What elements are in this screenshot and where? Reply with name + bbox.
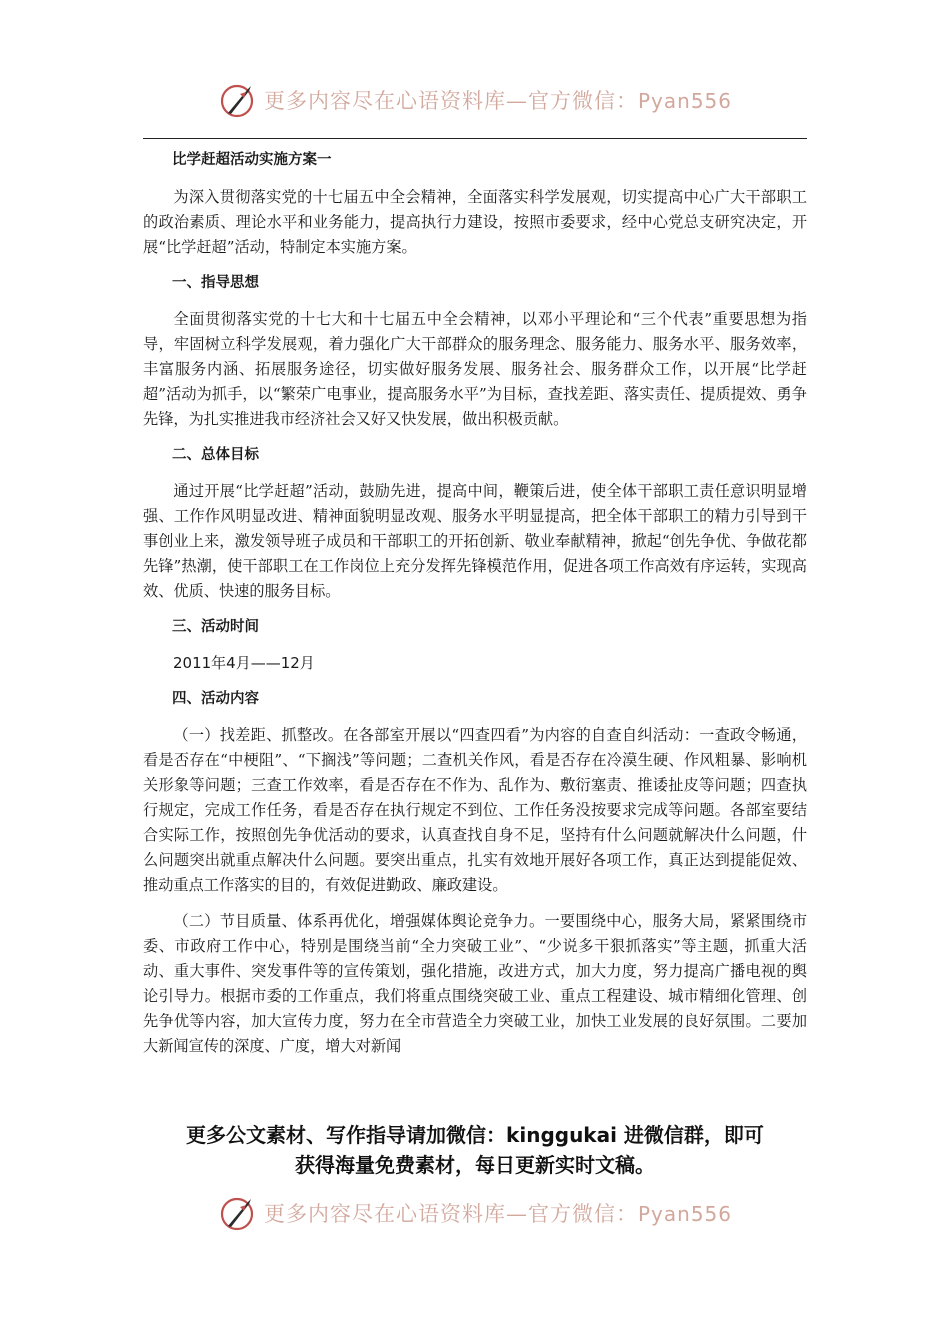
section-heading: 二、总体目标 bbox=[172, 447, 259, 463]
page-body-clip bbox=[0, 148, 950, 1110]
quill-pen-logo-icon bbox=[218, 80, 258, 120]
intro-paragraph: 为深入贯彻落实党的十七届五中全会精神，全面落实科学发展观，切实提高中心广大干部职工的政治素质、理论水平和业务能力，提高执行力建设，按照市委要求，经中心党总支研究决定，开展“比学赶超”活动，特制定本实施方案。 bbox=[143, 188, 807, 256]
footer-banner-text: 更多内容尽在心语资料库—官方微信：Pyan556 bbox=[263, 1202, 732, 1226]
section-paragraph: （二）节目质量、体系再优化，增强媒体舆论竞争力。一要围绕中心，服务大局，紧紧围绕市委、市政府工作中心，特别是围绕当前“全力突破工业”、“少说多干狠抓落实”等主题，抓重大活动、重大事件、突发事件等的宣传策划，强化措施，改进方式，加大力度，努力提高广播电视的舆论引导力。根据市委的工作重点，我们将重点围绕突破工业、重点工程建设、城市精细化管理、创先争优等内容，加大宣传力度，努力在全市营造全力突破工业，加快工业发展的良好氛围。二要加大新闻宣传的深度、广度，增大对新闻 bbox=[143, 912, 807, 1055]
activity-date: 2011年4月——12月 bbox=[173, 654, 315, 672]
document-title: 比学赶超活动实施方案一 bbox=[172, 152, 332, 168]
document-body bbox=[143, 148, 807, 1070]
promo-notice bbox=[150, 1120, 800, 1180]
section-paragraph: （一）找差距、抓整改。在各部室开展以“四查四看”为内容的自查自纠活动：一查政令畅通，看是否存在“中梗阻”、“下搁浅”等问题；二查机关作风，看是否存在冷漠生硬、作风粗暴、影响机关形象等问题；三查工作效率，看是否存在不作为、乱作为、敷衍塞责、推诿扯皮等问题；四查执行规定，完成工作任务，看是否存在执行规定不到位、工作任务没按要求完成等问题。各部室要结合实际工作，按照创先争优活动的要求，认真查找自身不足，坚持有什么问题就解决什么问题，什么问题突出就重点解决什么问题。要突出重点，扎实有效地开展好各项工作，真正达到提能促效、推动重点工作落实的目的，有效促进勤政、廉政建设。 bbox=[143, 726, 807, 894]
section-paragraph: 全面贯彻落实党的十七大和十七届五中全会精神，以邓小平理论和“三个代表”重要思想为指导，牢固树立科学发展观，着力强化广大干部群众的服务理念、服务能力、服务水平、服务效率，丰富服务内涵、拓展服务途径，切实做好服务发展、服务社会、服务群众工作，以开展“比学赶超”活动为抓手，以“繁荣广电事业，提高服务水平”为目标，查找差距、落实责任、提质提效、勇争先锋，为扎实推进我市经济社会又好又快发展，做出积极贡献。 bbox=[143, 310, 807, 428]
header-banner bbox=[0, 75, 950, 125]
footer-banner bbox=[0, 1188, 950, 1238]
promo-line-2: 获得海量免费素材，每日更新实时文稿。 bbox=[295, 1153, 655, 1177]
section-paragraph: 通过开展“比学赶超”活动，鼓励先进，提高中间，鞭策后进，使全体干部职工责任意识明显增强、工作作风明显改进、精神面貌明显改观、服务水平明显提高，把全体干部职工的精力引导到干事创业上来，激发领导班子成员和干部职工的开拓创新、敬业奉献精神，掀起“创先争优、争做花都先锋”热潮，使干部职工在工作岗位上充分发挥先锋模范作用，促进各项工作高效有序运转，实现高效、优质、快速的服务目标。 bbox=[143, 482, 807, 600]
section-heading: 三、活动时间 bbox=[172, 619, 259, 635]
quill-pen-logo-icon bbox=[218, 1193, 258, 1233]
header-banner-text: 更多内容尽在心语资料库—官方微信：Pyan556 bbox=[263, 89, 732, 113]
section-heading: 四、活动内容 bbox=[172, 691, 259, 707]
promo-line-1: 更多公文素材、写作指导请加微信：kinggukai 进微信群，即可 bbox=[186, 1123, 764, 1147]
section-heading: 一、指导思想 bbox=[172, 275, 259, 291]
header-divider bbox=[143, 138, 807, 139]
